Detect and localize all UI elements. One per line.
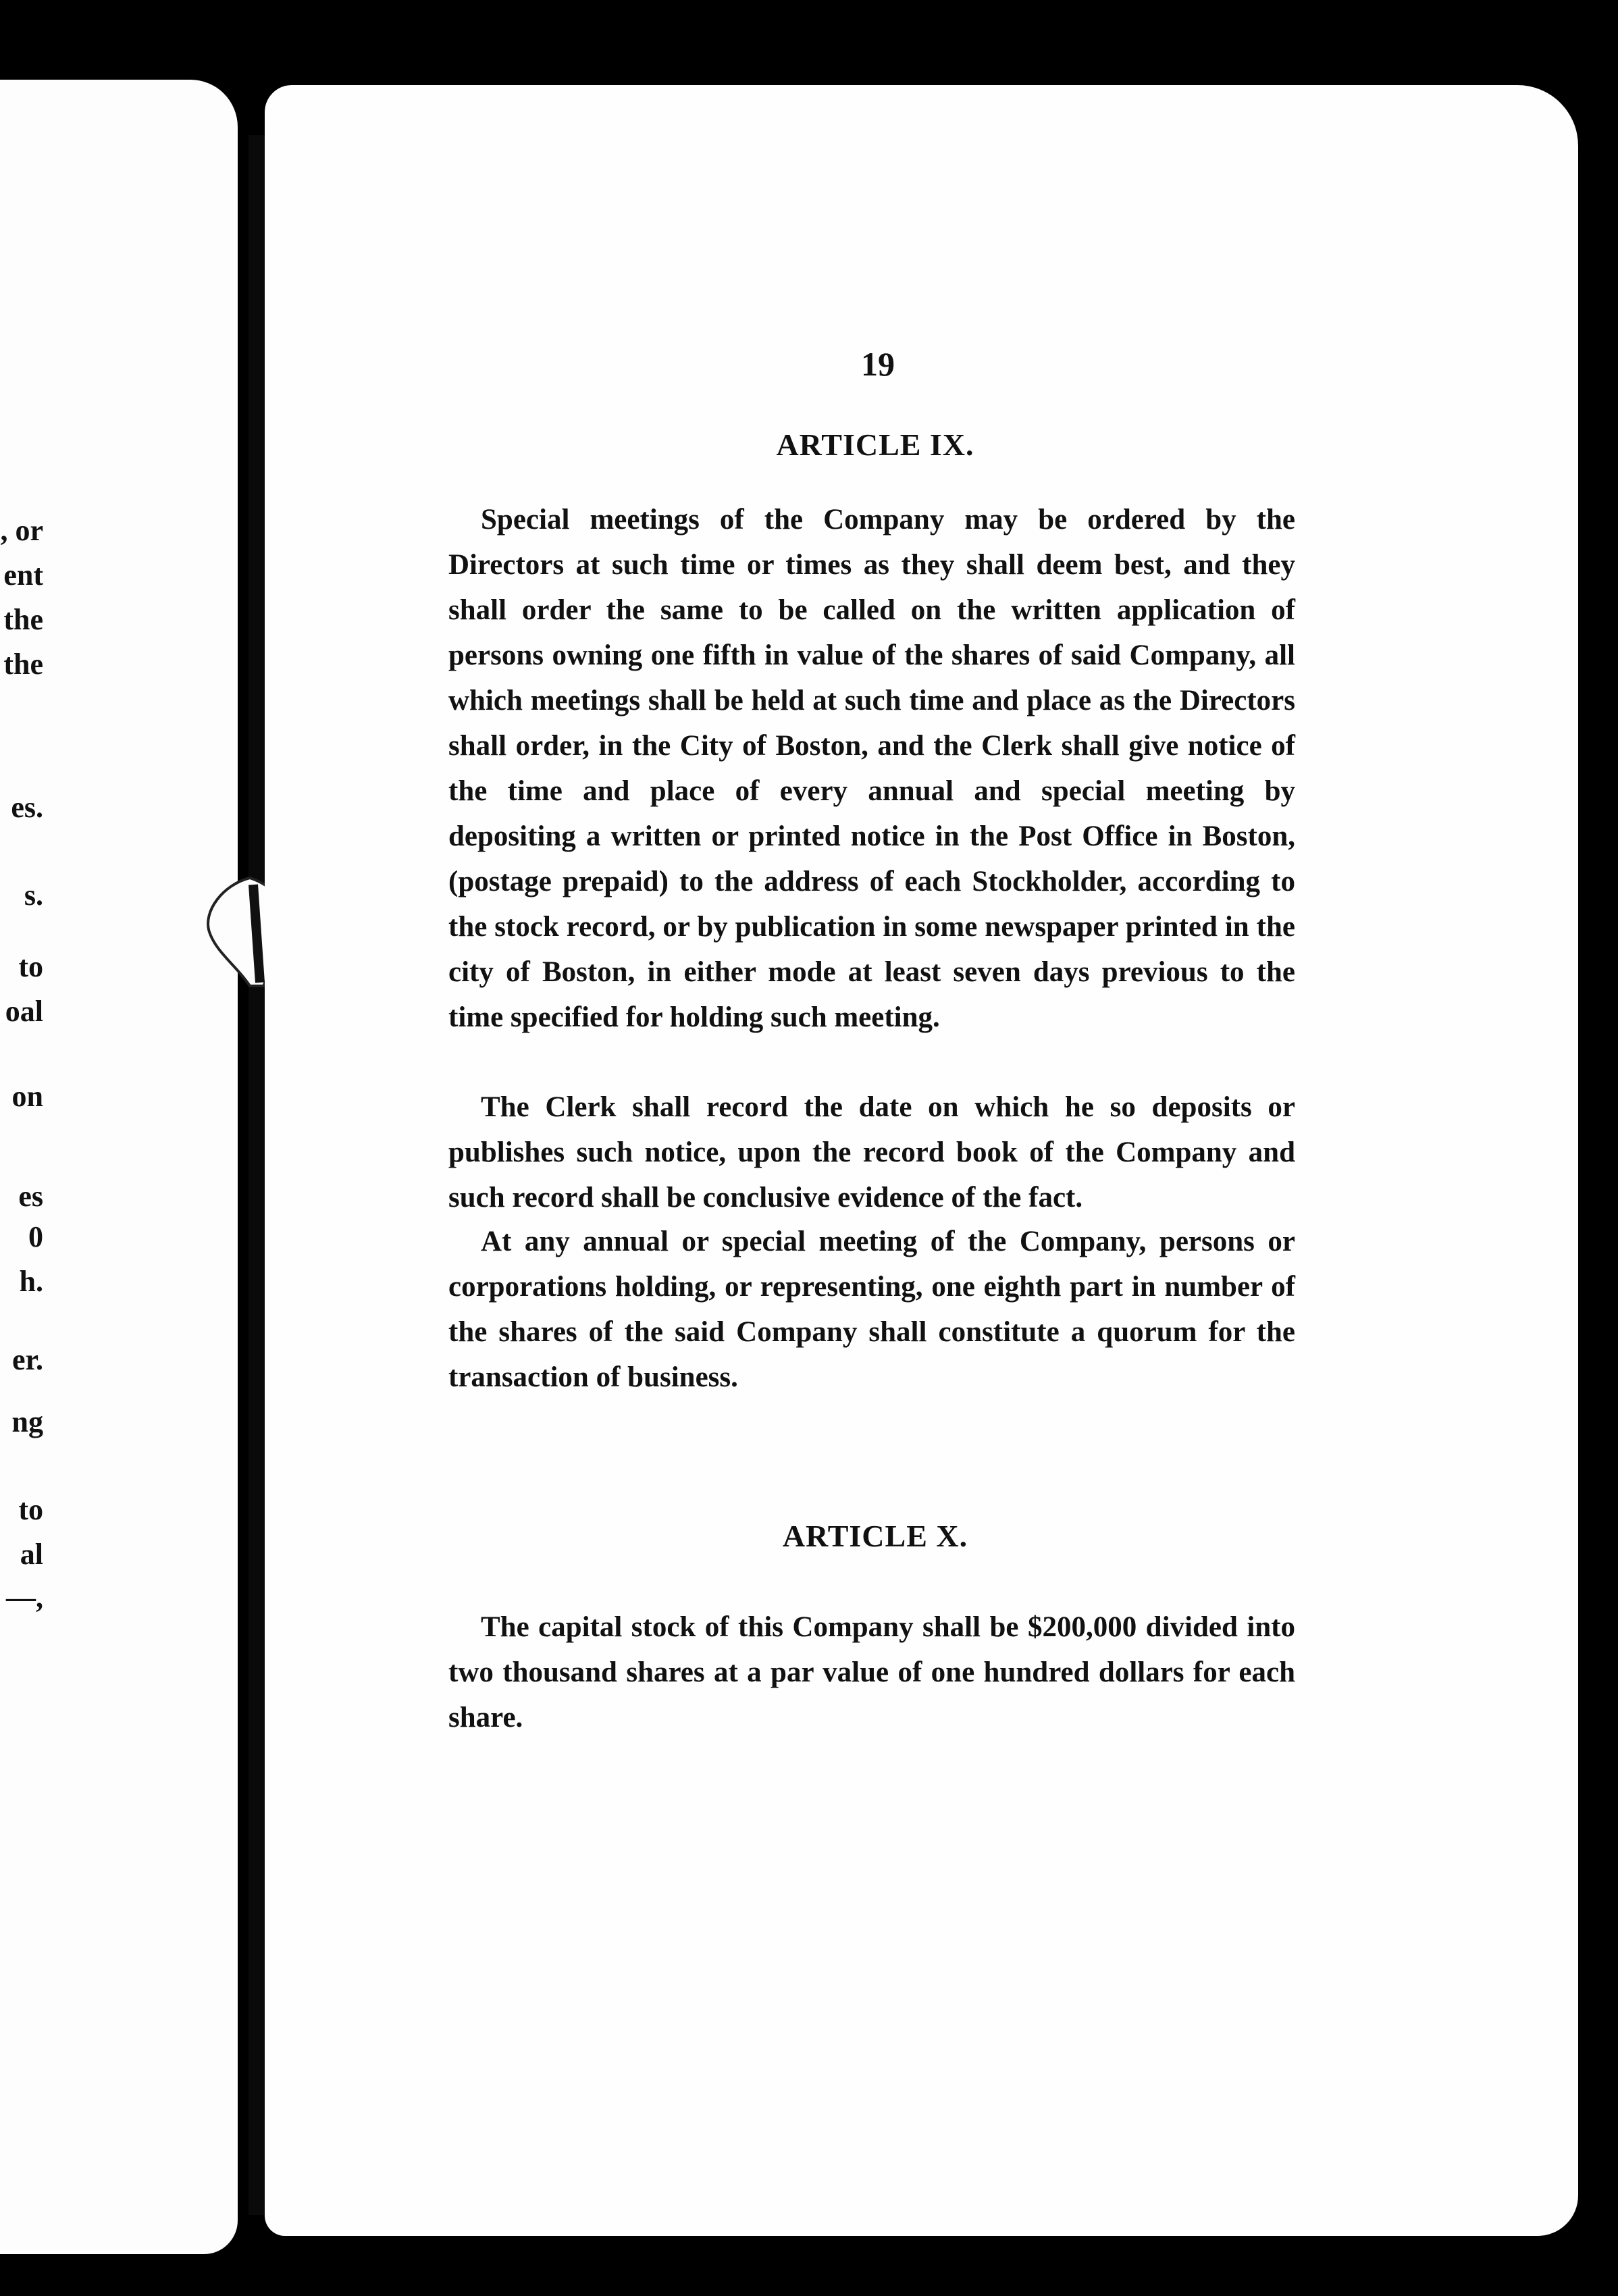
previous-page-text-fragment: es	[18, 1180, 43, 1213]
article-ix-paragraph-1: Special meetings of the Company may be ordered by the Directors at such time or times as they shall deem best, and they shall order the same to be called on the written application of persons owning one fifth in value of the shares of said Company, all which meetings shall be held at such time and place as the Directors shall order, in the City of Boston, and the Clerk shall give notice of the time and place of every annual and special meeting by depositing a written or printed notice in the Post Office in Boston, (postage prepaid) to the address of each Stockholder, according to the stock record, or by publication in some newspaper printed in the city of Boston, in either mode at least seven days previous to the time specified for holding such meeting.	[448, 504, 1295, 1033]
previous-page-text-fragment: er.	[11, 1343, 43, 1376]
previous-page-text-fragment: —,	[6, 1581, 43, 1614]
page-number: 19	[861, 345, 895, 383]
previous-page-text-fragment: to	[18, 1493, 43, 1526]
previous-page	[0, 80, 238, 2254]
previous-page-text-fragment: on	[11, 1080, 43, 1113]
previous-page-text-fragment: es.	[11, 791, 43, 824]
previous-page-text-fragment: the	[3, 603, 43, 636]
book-spine	[249, 135, 265, 2215]
previous-page-text-fragment: al	[20, 1538, 43, 1571]
previous-page-text-fragment: h.	[19, 1265, 43, 1298]
previous-page-text-fragment: oal	[5, 995, 43, 1028]
article-ix-paragraph-3: At any annual or special meeting of the Company, persons or corporations holding, or representing, one eighth part in number of the shares of the said Company shall constitute a quorum for the transaction of business.	[448, 1226, 1295, 1393]
article-ix-heading: ARTICLE IX.	[776, 427, 974, 462]
previous-page-text-fragment: ent	[3, 558, 43, 592]
previous-page-text-fragment: , or	[0, 514, 43, 547]
previous-page-text-fragment: s.	[24, 879, 43, 912]
previous-page-text-fragment: ng	[11, 1405, 43, 1438]
previous-page-text-fragment: 0	[28, 1220, 43, 1253]
article-x-paragraph-1: The capital stock of this Company shall be $200,000 divided into two thousand shares at a par value of one hundred dollars for each share.	[448, 1611, 1295, 1733]
article-x-heading: ARTICLE X.	[782, 1519, 968, 1553]
previous-page-text-fragment: the	[3, 648, 43, 681]
article-ix-paragraph-2: The Clerk shall record the date on which he so deposits or publishes such notice, upon the record book of the Company and such record shall be conclusive evidence of the fact.	[448, 1091, 1295, 1214]
previous-page-text-fragment: to	[18, 950, 43, 983]
